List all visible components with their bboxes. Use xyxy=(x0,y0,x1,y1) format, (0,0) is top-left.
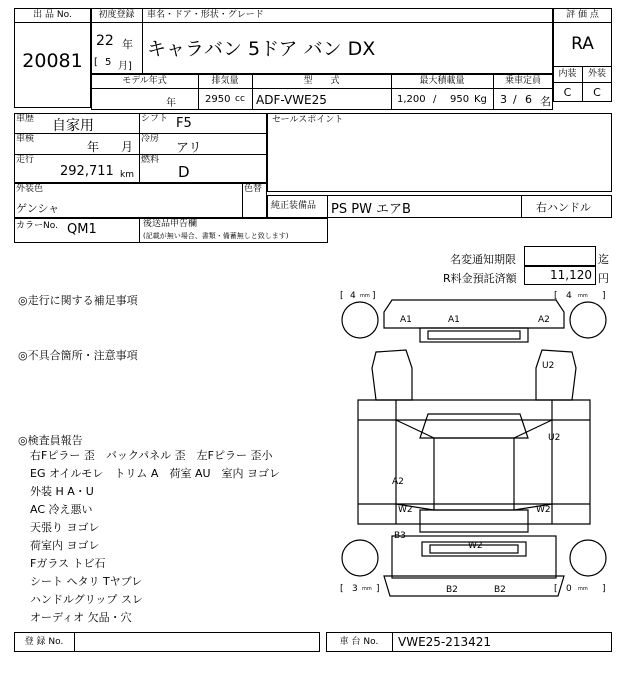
equip-label: 純正装備品 xyxy=(271,201,317,211)
name-change-unit: 迄 xyxy=(598,253,609,266)
damage-mark: W2 xyxy=(536,505,551,515)
later-docs-note: (記載が無い場合、書類・備蓄無しと致します) xyxy=(143,232,289,240)
inspector-line: 右Fピラー 歪 バックパネル 歪 左Fピラー 歪小 xyxy=(30,449,273,462)
tire-bracket-rr-close: ] xyxy=(602,584,606,594)
name-change-label: 名変通知期限 xyxy=(450,253,516,266)
tire-unit-fr: mm xyxy=(578,293,588,299)
inspector-title: ◎検査員報告 xyxy=(18,434,83,447)
inspection-label: 車検 xyxy=(16,134,35,144)
capacity-label: 乗車定員 xyxy=(504,76,541,86)
capacity-unit: 名 xyxy=(540,95,551,108)
damage-mark: W2 xyxy=(468,541,483,551)
reg-month: 5 xyxy=(105,57,112,68)
tire-depth-rr: 0 xyxy=(566,584,572,594)
left-side-profile-icon xyxy=(372,350,412,400)
tire-bracket-fl-close: ] xyxy=(372,291,376,301)
inspector-line: 荷室内 ヨゴレ xyxy=(30,539,100,552)
ext-color-value: ゲンシャ xyxy=(16,202,60,215)
tire-bracket-rr: [ xyxy=(554,584,558,594)
damage-mark: A2 xyxy=(538,315,550,325)
capacity-1: 3 xyxy=(500,93,507,106)
tire-depth-rl: 3 xyxy=(352,584,358,594)
tire-bracket-fr: [ xyxy=(554,291,558,301)
right-side-profile-icon xyxy=(536,350,576,400)
tire-bracket-fl: [ xyxy=(340,291,344,301)
damage-mark: A1 xyxy=(400,315,412,325)
lot-label: 出 品 No. xyxy=(33,10,72,20)
recycle-unit: 円 xyxy=(598,272,609,285)
supplement-title: ◎走行に関する補足事項 xyxy=(18,294,138,307)
max-load-slash: / xyxy=(433,94,437,105)
color-no-value: QM1 xyxy=(67,222,97,237)
shift-label: シフト xyxy=(141,114,169,124)
reg-no-label: 登 録 No. xyxy=(24,637,64,647)
reg-year-unit: 年 xyxy=(122,38,133,51)
wheel-front-right-icon xyxy=(570,302,606,338)
rear-bumper-icon xyxy=(384,576,564,596)
model-year-unit: 年 xyxy=(166,98,176,109)
wheel-rear-left-icon xyxy=(342,540,378,576)
tire-depth-fr: 4 xyxy=(566,291,572,301)
model-label: 型 式 xyxy=(303,76,340,86)
inspector-line: AC 冷え悪い xyxy=(30,503,93,516)
reg-month-open: [ xyxy=(94,57,98,68)
damage-mark: U2 xyxy=(542,361,555,371)
ac-value: アリ xyxy=(176,141,202,156)
reg-month-unit: 月] xyxy=(118,61,132,72)
name-label: 車名・ドア・形状・グレード xyxy=(147,10,264,20)
inspection-year-unit: 年 xyxy=(87,140,100,154)
exterior-grade: C xyxy=(593,86,601,99)
max-load-2: 950 xyxy=(450,94,470,105)
wheel-front-left-icon xyxy=(342,302,378,338)
interior-grade: C xyxy=(563,86,572,99)
inspector-line: 外装 H A・U xyxy=(30,485,94,498)
interior-label: 内装 xyxy=(558,69,577,79)
chassis-no: VWE25-213421 xyxy=(398,635,492,649)
inspector-line: EG オイルモレ トリム A 荷室 AU 室内 ヨゴレ xyxy=(30,467,281,480)
damage-mark: A2 xyxy=(392,477,404,487)
car-name: キャラバン 5ドア バン DX xyxy=(147,38,376,60)
history-value: 自家用 xyxy=(52,118,94,134)
car-damage-diagram xyxy=(336,288,612,608)
rating-value: RA xyxy=(571,34,594,54)
inspector-line: オーディオ 欠品・穴 xyxy=(30,611,132,624)
displacement-unit: cc xyxy=(235,94,245,104)
reg-year: 22 xyxy=(96,33,114,49)
first-reg-label: 初度登録 xyxy=(98,10,135,20)
capacity-slash: / xyxy=(513,93,517,106)
fuel-label: 燃料 xyxy=(141,155,160,165)
inspector-line: 天張り ヨゴレ xyxy=(30,521,100,534)
handle-value: 右ハンドル xyxy=(536,201,591,214)
fuel-value: D xyxy=(178,163,190,181)
ext-color-label: 外装色 xyxy=(16,184,44,194)
recycle-amount: 11,120 xyxy=(550,268,592,282)
sales-point-label: セールスポイント xyxy=(272,115,344,125)
ac-label: 冷房 xyxy=(141,134,160,144)
tire-unit-fl: mm xyxy=(360,293,370,299)
tire-bracket-fr-close: ] xyxy=(602,291,606,301)
displacement-label: 排気量 xyxy=(211,76,239,86)
shift-value: F5 xyxy=(176,116,192,131)
inspection-month-unit: 月 xyxy=(121,140,134,154)
model-year-label: モデル年式 xyxy=(122,76,167,86)
defects-title: ◎不具合箇所・注意事項 xyxy=(18,349,138,362)
mileage-unit: km xyxy=(120,170,134,180)
color-no-label: カラーNo. xyxy=(16,221,58,231)
history-label: 車歴 xyxy=(16,114,35,124)
max-load-label: 最大積載量 xyxy=(419,76,465,86)
damage-mark: B2 xyxy=(494,585,506,595)
tire-unit-rr: mm xyxy=(578,586,588,592)
mileage-label: 走行 xyxy=(16,155,35,165)
capacity-2: 6 xyxy=(525,93,532,106)
color-change-label: 色替 xyxy=(244,184,263,194)
model: ADF-VWE25 xyxy=(256,93,327,107)
tire-depth-fl: 4 xyxy=(350,291,356,301)
damage-mark: B2 xyxy=(446,585,458,595)
exterior-label: 外装 xyxy=(587,69,606,79)
rating-label: 評 価 点 xyxy=(566,10,599,20)
max-load-unit: Kg xyxy=(474,94,487,105)
windshield-icon xyxy=(420,414,528,438)
tire-bracket-rl: [ xyxy=(340,584,344,594)
max-load-1: 1,200 xyxy=(397,94,426,105)
damage-mark: W2 xyxy=(398,505,413,515)
tire-bracket-rl-close: ] xyxy=(376,584,380,594)
inspector-line: シート ヘタリ Tヤブレ xyxy=(30,575,143,588)
displacement: 2950 xyxy=(205,94,231,105)
lot-number: 20081 xyxy=(22,50,83,72)
equip-value: PS PW エアB xyxy=(331,202,411,217)
wheel-rear-right-icon xyxy=(570,540,606,576)
inspector-line: ハンドルグリップ スレ xyxy=(30,593,143,606)
body-outline-icon xyxy=(358,400,590,524)
later-docs-label: 後送品申告欄 xyxy=(143,219,198,229)
roof-icon xyxy=(434,438,514,510)
recycle-label: R料金預託済額 xyxy=(443,272,517,285)
mileage-value: 292,711 xyxy=(60,164,114,179)
name-change-box xyxy=(524,246,596,266)
front-grille-icon xyxy=(420,328,528,342)
damage-mark: B3 xyxy=(394,531,406,541)
damage-mark: U2 xyxy=(548,433,561,443)
chassis-label: 車 台 No. xyxy=(339,637,379,647)
tire-unit-rl: mm xyxy=(362,586,372,592)
damage-mark: A1 xyxy=(448,315,460,325)
inspector-line: Fガラス トビ石 xyxy=(30,557,106,570)
